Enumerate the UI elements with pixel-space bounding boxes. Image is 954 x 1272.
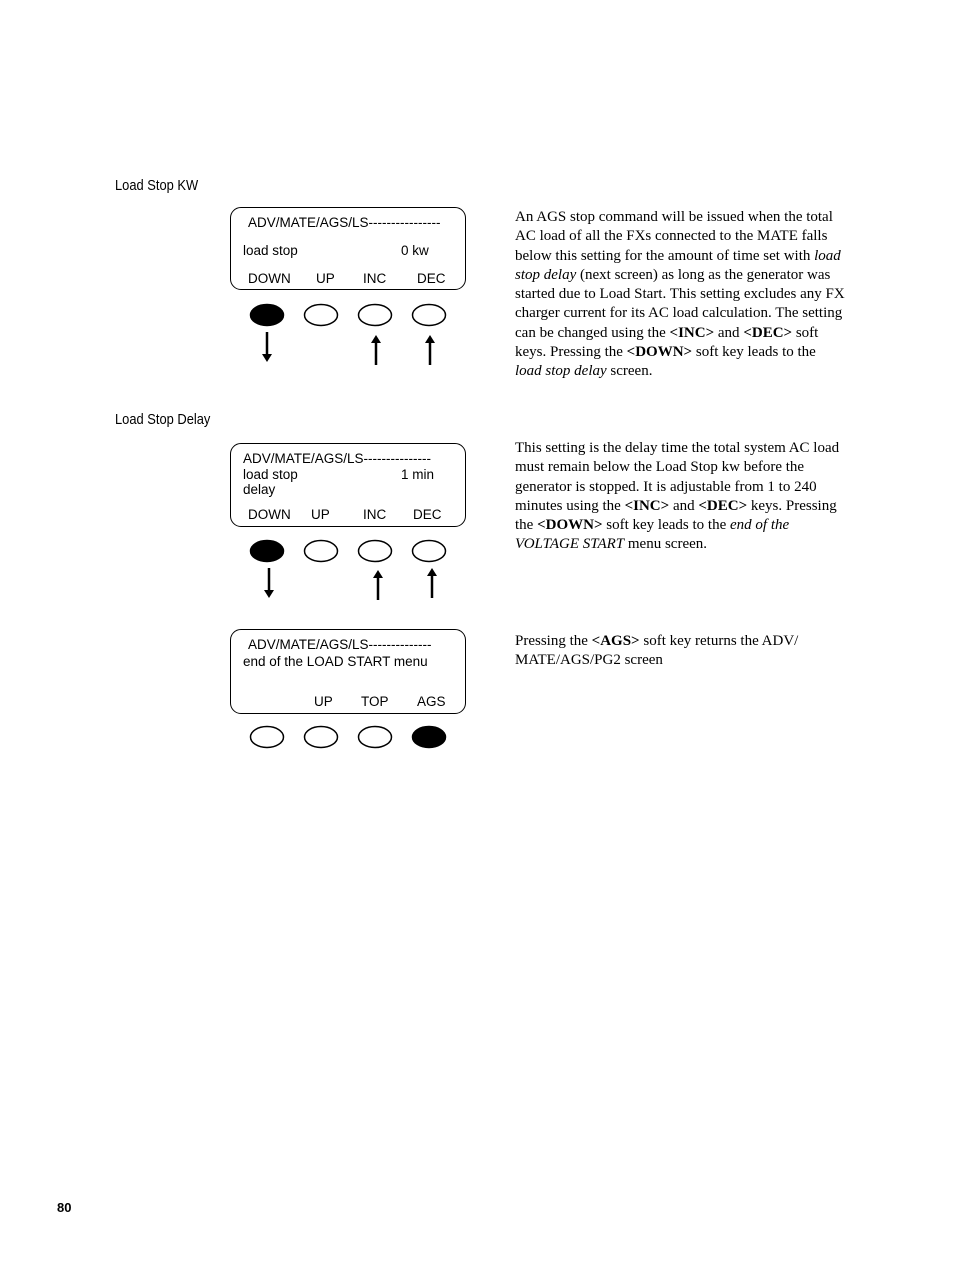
key-reference-ags: <AGS> [591,633,640,649]
softkey-up-button[interactable] [305,727,338,748]
softkey-label-top: TOP [361,694,389,709]
description-load-stop-kw [515,208,845,382]
softkey-label-up: UP [314,694,333,709]
softkey-label-inc: INC [363,507,387,522]
softkey-down-button[interactable] [251,541,284,562]
text-italic: load stop delay [515,247,841,283]
softkey-label-up: UP [316,271,335,286]
text-run: An AGS stop command will be issued when the total AC load of all the FXs connected to the MATE falls below this setting for the amount of time set with [515,209,833,264]
keypad-end-of-load-start [251,727,446,748]
lcd-screen-load-stop-delay [230,443,466,527]
softkey-inc-button[interactable] [359,305,392,326]
lcd-setting-label: load stop [243,467,298,482]
softkey-top-button[interactable] [359,727,392,748]
lcd-menu-message: end of the LOAD START menu [243,654,428,669]
softkey-dec-button[interactable] [413,305,446,326]
description-end-of-load-start [515,632,845,671]
text-run: menu screen. [624,536,708,553]
softkey-up-button[interactable] [305,541,338,562]
text-italic: load stop delay [515,363,607,380]
section-heading-load-stop-kw: Load Stop KW [115,177,199,194]
softkey-ags-button[interactable] [413,727,446,748]
lcd-menu-path: ADV/MATE/AGS/LS---------------- [248,215,441,230]
softkey-label-down: DOWN [248,507,291,522]
text-run: screen. [606,363,653,380]
text-run: soft key returns the ADV/ MATE/AGS/PG2 screen [515,633,799,669]
key-reference-dec: <DEC> [698,497,748,514]
softkey-label-up: UP [311,507,330,522]
lcd-setting-label: load stop [243,243,298,258]
text-run: (next screen) as long as the generator was started due to Load Start. This setting excludes any FX charger current for its AC load calculation. The setting can be changed using the [515,266,845,341]
key-reference-inc: <INC> [669,324,715,341]
softkey-label-ags: AGS [417,694,446,709]
text-run: Pressing the [515,633,592,649]
lcd-setting-label-line2: delay [243,482,276,497]
key-reference-dec: <DEC> [743,324,793,341]
keypad-load-stop-kw [251,305,446,366]
lcd-setting-value: 1 min [401,467,435,482]
text-run: keys. Pressing the [515,497,837,534]
softkey-dec-button[interactable] [413,541,446,562]
text-italic: end of the VOLTAGE START [515,517,790,553]
page-number: 80 [57,1200,72,1215]
text-run: and [669,497,699,514]
softkey-down-button[interactable] [251,305,284,326]
softkey-up-button[interactable] [305,305,338,326]
softkey-label-inc: INC [363,271,387,286]
softkey-blank-button[interactable] [251,727,284,748]
section-heading-load-stop-delay: Load Stop Delay [115,411,211,428]
lcd-menu-path: ADV/MATE/AGS/LS--------------- [243,451,431,466]
lcd-screen-end-of-load-start [230,629,466,714]
lcd-menu-path: ADV/MATE/AGS/LS-------------- [248,637,432,652]
softkey-inc-button[interactable] [359,541,392,562]
text-run: soft key leads to the [692,344,816,361]
softkey-label-dec: DEC [413,507,442,522]
key-reference-inc: <INC> [624,497,670,514]
key-reference-down: <DOWN> [626,344,693,361]
description-load-stop-delay [515,439,845,555]
text-run: soft key leads to the [602,517,730,534]
text-run: soft keys. Pressing the [515,324,819,361]
text-run: and [714,324,744,341]
softkey-label-down: DOWN [248,271,291,286]
text-run: This setting is the delay time the total system AC load must remain below the Load Stop kw before the generator is stopped. It is adjustable from 1 to 240 minutes using the [515,440,840,514]
lcd-setting-value: 0 kw [401,243,429,258]
key-reference-down: <DOWN> [537,517,603,534]
keypad-load-stop-delay [251,541,446,601]
softkey-label-dec: DEC [417,271,446,286]
